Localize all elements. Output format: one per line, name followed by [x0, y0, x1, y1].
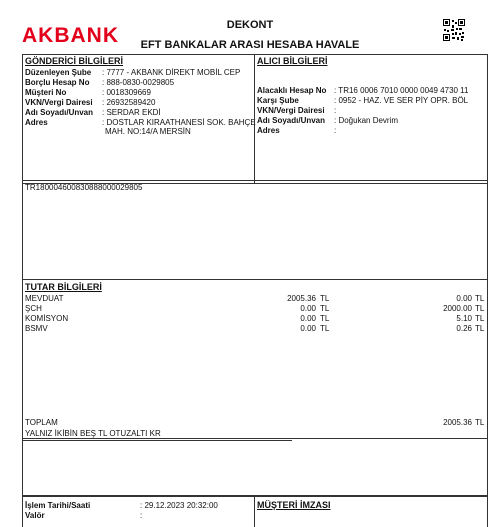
sender-value: : 26932589420 [102, 98, 156, 107]
amount-currency-2: TL [475, 314, 485, 323]
receiver-label: Adı Soyadı/Unvan [257, 116, 326, 125]
akbank-logo: AKBANK [22, 24, 119, 47]
amount-currency-2: TL [475, 304, 485, 313]
receiver-value: : Doğukan Devrim [334, 116, 399, 125]
sender-label: Borçlu Hesap No [25, 78, 90, 87]
sender-label: VKN/Vergi Dairesi [25, 98, 93, 107]
total-value: 2005.36 [443, 418, 472, 427]
sender-value: : DOSTLAR KIRAATHANESİ SOK. BAHÇE [102, 118, 256, 127]
amounts-title: TUTAR BİLGİLERİ [25, 282, 102, 292]
amount-label: ŞCH [25, 304, 42, 313]
amount-in-words: YALNIZ İKİBİN BEŞ TL OTUZALTI KR [25, 429, 161, 438]
description-text: TR180004600830888000029805 [25, 183, 143, 192]
total-label: TOPLAM [25, 418, 58, 427]
sender-value: MAH. NO:14/A MERSİN [105, 127, 191, 136]
description-panel [22, 180, 488, 280]
valor-label: Valör [25, 511, 45, 520]
amounts-panel [22, 279, 488, 439]
sender-label: Müşteri No [25, 88, 67, 97]
receiver-value: : [334, 126, 337, 135]
valor-value: : [140, 511, 143, 520]
sender-label: Düzenleyen Şube [25, 68, 92, 77]
amount-value-2: 0.26 [456, 324, 472, 333]
qr-code-icon [443, 19, 465, 41]
receiver-label: VKN/Vergi Dairesi [257, 106, 325, 115]
sender-value: : SERDAR EKDİ [102, 108, 161, 117]
amount-value-2: 2000.00 [443, 304, 472, 313]
amount-label: MEVDUAT [25, 294, 64, 303]
doc-subtitle: EFT BANKALAR ARASI HESABA HAVALE [140, 39, 360, 51]
receiver-label: Karşı Şube [257, 96, 299, 105]
receiver-value: : TR16 0006 7010 0000 0049 4730 11 [334, 86, 469, 95]
amount-value-2: 0.00 [456, 294, 472, 303]
amount-currency-2: TL [475, 324, 485, 333]
receiver-value: : 0952 - HAZ. VE SER PİY OPR. BÖL [334, 96, 469, 105]
total-currency: TL [475, 418, 485, 427]
receiver-label: Adres [257, 126, 280, 135]
sender-label: Adres [25, 118, 48, 127]
amount-value-1: 0.00 [300, 304, 316, 313]
amount-currency-1: TL [320, 294, 330, 303]
amount-label: BSMV [25, 324, 48, 333]
receiver-value: : [334, 106, 337, 115]
sender-value: : 888-0830-0029805 [102, 78, 175, 87]
amount-label: KOMİSYON [25, 314, 69, 323]
signature-title: MÜŞTERİ İMZASI [257, 500, 331, 510]
amount-value-1: 0.00 [300, 314, 316, 323]
amount-currency-2: TL [475, 294, 485, 303]
sender-label: Adı Soyadı/Unvan [25, 108, 94, 117]
blank-panel [22, 438, 488, 496]
amount-currency-1: TL [320, 324, 330, 333]
sender-title: GÖNDERİCİ BİLGİLERİ [25, 56, 124, 66]
sender-value: : 7777 - AKBANK DİREKT MOBİL CEP [102, 68, 241, 77]
doc-type: DEKONT [226, 19, 274, 31]
sender-value: : 0018309669 [102, 88, 151, 97]
amount-currency-1: TL [320, 304, 330, 313]
amount-value-1: 2005.36 [287, 294, 316, 303]
amount-currency-1: TL [320, 314, 330, 323]
receiver-label: Alacaklı Hesap No [257, 86, 327, 95]
amount-value-1: 0.00 [300, 324, 316, 333]
date-value: : 29.12.2023 20:32:00 [140, 501, 218, 510]
amount-value-2: 5.10 [456, 314, 472, 323]
date-label: İşlem Tarihi/Saati [25, 501, 91, 510]
receiver-title: ALICI BİLGİLERİ [257, 56, 328, 66]
